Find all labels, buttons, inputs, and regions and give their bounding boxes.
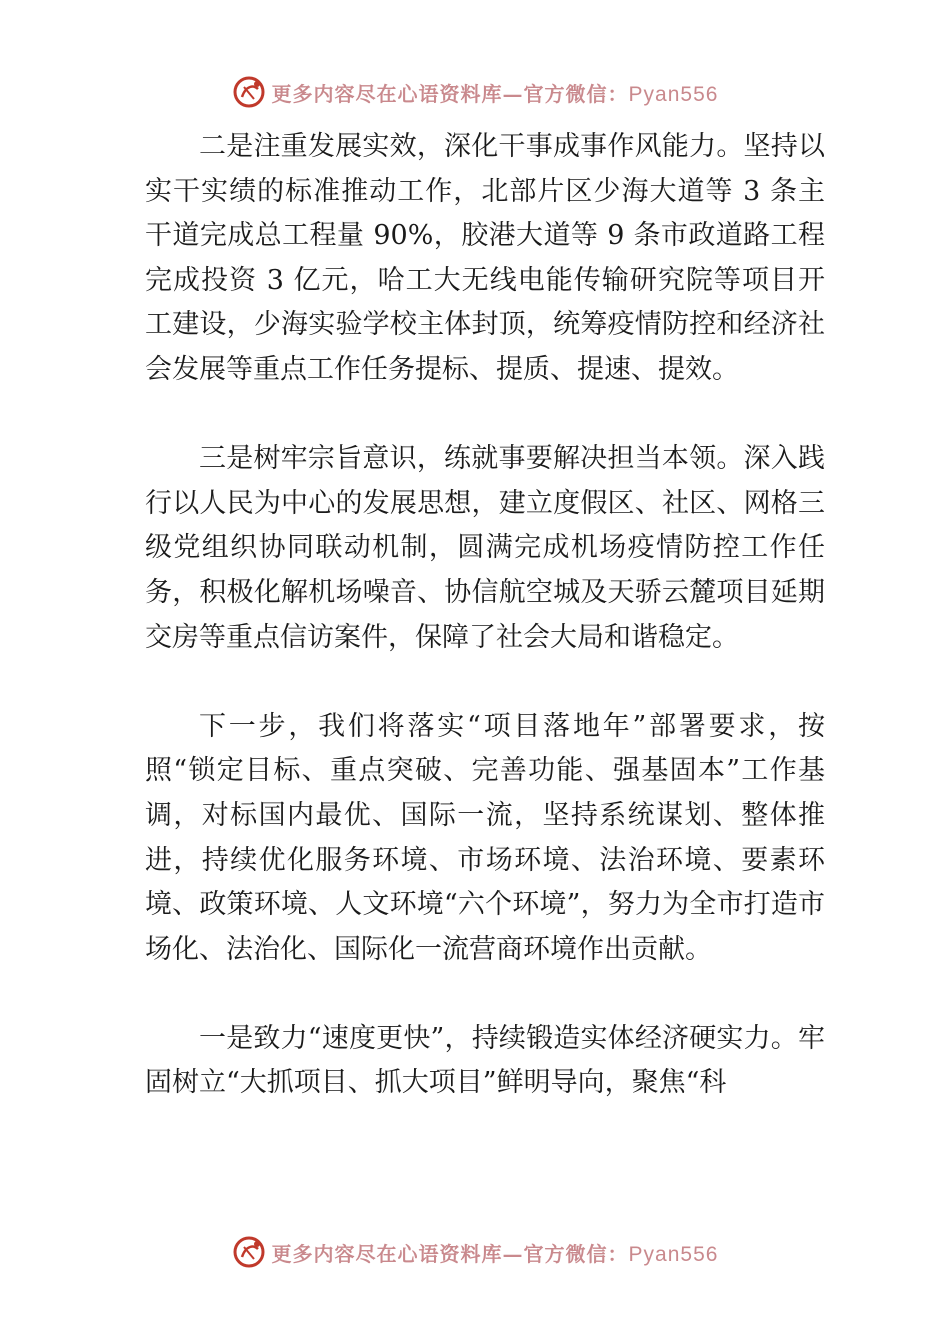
paragraph-3: 下一步，我们将落实“项目落地年”部署要求，按照“锁定目标、重点突破、完善功能、强基固本”工作基调，对标国内最优、国际一流，坚持系统谋划、整体推进，持续优化服务环境、市场环境、法治环境、要素环境、政策环境、人文环境“六个环境”，努力为全市打造市场化、法治化、国际化一流营商环境作出贡献。 bbox=[145, 710, 825, 965]
seal-logo-icon bbox=[232, 1235, 266, 1269]
paragraph-1: 二是注重发展实效，深化干事成事作风能力。坚持以实干实绩的标准推动工作，北部片区少海大道等 3 条主干道完成总工程量 90%，胶港大道等 9 条市政道路工程完成投资 3 亿元，哈工大无线电能传输研究院等项目开工建设，少海实验学校主体封顶，统筹疫情防控和经济社会发展等重点工作任务提标、提质、提速、提效。 bbox=[145, 131, 825, 385]
paragraph-2: 三是树牢宗旨意识，练就事要解决担当本领。深入践行以人民为中心的发展思想，建立度假区、社区、网格三级党组织协同联动机制，圆满完成机场疫情防控工作任务，积极化解机场噪音、协信航空城及天骄云麓项目延期交房等重点信访案件，保障了社会大局和谐稳定。 bbox=[145, 443, 825, 653]
watermark-text: 更多内容尽在心语资料库—官方微信：Pyan556 bbox=[271, 81, 719, 106]
footer-watermark bbox=[0, 1232, 950, 1272]
seal-logo-icon bbox=[232, 75, 266, 109]
header-watermark bbox=[0, 72, 950, 112]
paragraph-4: 一是致力“速度更快”，持续锻造实体经济硬实力。牢固树立“大抓项目、抓大项目”鲜明导向，聚焦“科 bbox=[145, 1022, 825, 1099]
document-body bbox=[145, 125, 825, 1151]
watermark-text: 更多内容尽在心语资料库—官方微信：Pyan556 bbox=[271, 1241, 719, 1266]
